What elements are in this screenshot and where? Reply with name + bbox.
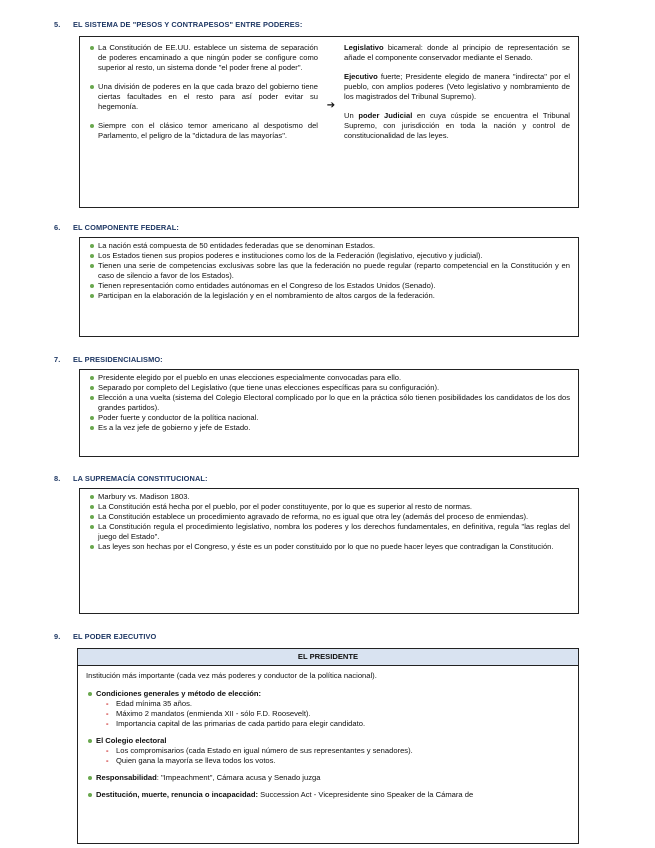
- list-item: - Máximo 2 mandatos (enmienda XII - sólo F.D. Roosevelt).: [106, 709, 570, 719]
- conditions-sublist: [86, 699, 570, 729]
- list-item: La Constitución regula el procedimiento legislativo, nombra los poderes y los derechos fundamentales, en definitiva, regula "las reglas del juego del Estado".: [88, 522, 570, 542]
- list-item: Condiciones generales y método de elección:: [86, 689, 570, 699]
- list-item: La Constitución de EE.UU. establece un sistema de separación de poderes encaminado a que ningún poder se configure como superior al resto, un sistema donde "el poder frene al poder".: [88, 43, 318, 73]
- president-list: [86, 736, 570, 746]
- supremacy-list: [88, 492, 570, 552]
- list-item: Tienen una serie de competencias exclusivas sobre las que la federación no puede regular (reparto competencial en la Constitución y en caso de silencio a favor de los Estados).: [88, 261, 570, 281]
- checks-left-list: [88, 43, 318, 150]
- president-list: [86, 689, 570, 699]
- colegio-sublist: [86, 746, 570, 766]
- list-item: - Edad mínima 35 años.: [106, 699, 570, 709]
- list-item: - Quien gana la mayoría se lleva todos los votos.: [106, 756, 570, 766]
- president-intro: Institución más importante (cada vez más poderes y conductor de la política nacional).: [86, 671, 377, 680]
- list-item: Presidente elegido por el pueblo en unas elecciones especialmente convocadas para ello.: [88, 373, 570, 383]
- list-item: - Importancia capital de las primarias de cada partido para elegir candidato.: [106, 719, 570, 729]
- list-item: Separado por completo del Legislativo (que tiene unas elecciones específicas para su configuración).: [88, 383, 570, 393]
- list-item: Participan en la elaboración de la legislación y en el nombramiento de altos cargos de la federación.: [88, 291, 570, 301]
- list-item: Ejecutivo fuerte; Presidente elegido de manera "indirecta" por el pueblo, con amplios poderes (Veto legislativo y nombramiento de los magistrados del Tribunal Supremo).: [344, 72, 570, 101]
- president-list: [86, 773, 570, 800]
- section-5-box: [79, 36, 579, 208]
- list-item: Una división de poderes en la que cada brazo del gobierno tiene ciertas facultades en el resto para así poder evitar su hegemonía.: [88, 82, 318, 112]
- president-header: EL PRESIDENTE: [78, 649, 578, 666]
- section-5-heading: 5. EL SISTEMA DE "PESOS Y CONTRAPESOS" ENTRE PODERES:: [54, 20, 303, 29]
- list-item: Poder fuerte y conductor de la política nacional.: [88, 413, 570, 423]
- list-item: Tienen representación como entidades autónomas en el Congreso de los Estados Unidos (Senado).: [88, 281, 570, 291]
- list-item: El Colegio electoral: [86, 736, 570, 746]
- section-7-heading: 7. EL PRESIDENCIALISMO:: [54, 355, 163, 364]
- section-6-box: [79, 237, 579, 337]
- list-item: La Constitución está hecha por el pueblo, por el poder constituyente, por lo que es superior al resto de normas.: [88, 502, 570, 512]
- list-item: Los Estados tienen sus propios poderes e instituciones como los de la Federación (legislativo, ejecutivo y judicial).: [88, 251, 570, 261]
- federal-list: [88, 241, 570, 301]
- section-7-box: [79, 369, 579, 457]
- list-item: Legislativo bicameral: donde al principio de representación se añade el componente conservador mediante el Senado.: [344, 43, 570, 62]
- section-8-box: [79, 488, 579, 614]
- list-item: Marbury vs. Madison 1803.: [88, 492, 570, 502]
- section-9-heading: 9. EL PODER EJECUTIVO: [54, 632, 157, 641]
- list-item: La nación está compuesta de 50 entidades federadas que se denominan Estados.: [88, 241, 570, 251]
- section-9-box: [77, 648, 579, 844]
- presidentialism-list: [88, 373, 570, 433]
- section-6-heading: 6. EL COMPONENTE FEDERAL:: [54, 223, 179, 232]
- checks-right-list: [344, 43, 570, 150]
- list-item: Destitución, muerte, renuncia o incapacidad: Succession Act - Vicepresidente sino Speaker de la Cámara de: [86, 790, 570, 800]
- list-item: - Los compromisarios (cada Estado en igual número de sus representantes y senadores).: [106, 746, 570, 756]
- list-item: Elección a una vuelta (sistema del Colegio Electoral complicado por lo que en la práctica sólo tienen posibilidades los candidatos de los dos grandes partidos).: [88, 393, 570, 413]
- arrow-icon: ➔: [326, 99, 336, 111]
- list-item: La Constitución establece un procedimiento agravado de reforma, no es igual que otra ley (además del proceso de enmiendas).: [88, 512, 570, 522]
- section-8-heading: 8. LA SUPREMACÍA CONSTITUCIONAL:: [54, 474, 208, 483]
- list-item: Responsabilidad: "Impeachment", Cámara acusa y Senado juzga: [86, 773, 570, 783]
- list-item: Las leyes son hechas por el Congreso, y éste es un poder constituido por lo que no puede hacer leyes que contradigan la Constitución.: [88, 542, 570, 552]
- list-item: Es a la vez jefe de gobierno y jefe de Estado.: [88, 423, 570, 433]
- list-item: Un poder Judicial en cuya cúspide se encuentra el Tribunal Supremo, con jurisdicción en toda la nación y control de constitucionalidad de las leyes.: [344, 111, 570, 140]
- list-item: Siempre con el clásico temor americano al despotismo del Parlamento, el peligro de la "dictadura de las mayorías".: [88, 121, 318, 141]
